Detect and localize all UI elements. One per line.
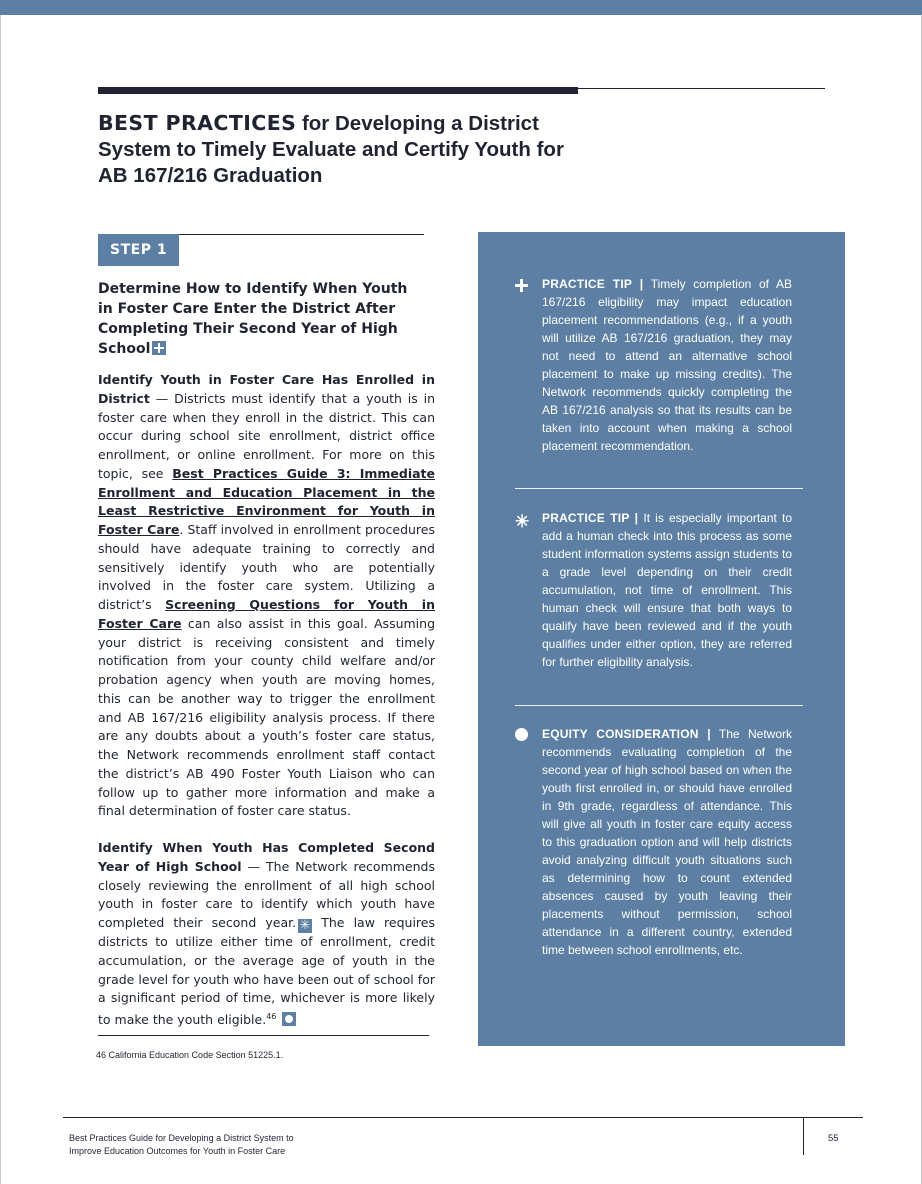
footer-guide-title [69, 1132, 369, 1158]
body-column [98, 371, 435, 1048]
tip-label: PRACTICE TIP | [542, 277, 644, 291]
tip-label: EQUITY CONSIDERATION | [542, 727, 711, 741]
tip-text: The Network recommends evaluating completion of the second year of high school based on when the youth first enrolled in, or should have enrolled in 9th grade, regardless of attendance. This will give all youth in foster care equity access to this graduation option and will help districts avoid analyzing difficult youth situations such as determining how to count extended absences caused by youth leaving their placements without permission, school attendance in a different country, extended time between school enrollments, etc. [542, 727, 792, 957]
plus-icon[interactable] [152, 341, 166, 355]
tip-text: Timely completion of AB 167/216 eligibility may impact education placement recommendations (e.g., if a youth will utilize AB 167/216 graduation, they may not need to attend an alternative school placement to make up missing credits). The Network recommends quickly completing the AB 167/216 analysis so that its results can be taken into account when making a school placement recommendation. [542, 277, 792, 453]
footnote-rule [98, 1035, 429, 1036]
tip-divider [515, 488, 803, 489]
footer-rule [63, 1117, 863, 1118]
footnote-ref[interactable]: 46 [266, 1012, 277, 1021]
circle-icon[interactable] [282, 1012, 296, 1026]
title-rest: for Developing a District System to Timely Evaluate and Certify Youth for AB 167/216 Graduation [98, 112, 564, 187]
asterisk-icon[interactable]: ✳ [299, 918, 311, 933]
paragraph-identify-enrolled [98, 371, 435, 821]
paragraph-text: The law requires districts to utilize either time of enrollment, credit accumulation, or the average age of youth in the grade level for youth who have been out of school for a significant period of time, whichever is more likely to make the youth eligible. [98, 915, 435, 1028]
practice-tip-2 [542, 509, 792, 671]
tip-label: PRACTICE TIP | [542, 511, 639, 525]
step-heading [98, 279, 418, 359]
circle-icon [515, 728, 529, 742]
step-rule [178, 234, 424, 235]
page-number: 55 [828, 1133, 839, 1144]
tip-divider [515, 705, 803, 706]
footer-line: Best Practices Guide for Developing a District System to [69, 1133, 294, 1143]
tip-text: It is especially important to add a human check into this process as some student information systems assign students to a grade level depending on their credit accumulation, not time of enrollment. This human check will ensure that both ways to qualify have been reviewed and if the youth qualifies under either option, they are referred for further eligibility analysis. [542, 511, 792, 669]
asterisk-icon: ✳ [515, 512, 530, 531]
page-title [98, 110, 598, 189]
paragraph-lead: Identify When Youth Has Completed Second Year of High School [98, 840, 435, 874]
paragraph-text: . Staff involved in enrollment procedures should have adequate training to correctly and sensitively identify youth who are potentially involved in the foster care system. Utilizing a district’s [98, 522, 435, 612]
paragraph-lead: Identify Youth in Foster Care Has Enrolled in District [98, 372, 435, 406]
footer-line: Improve Education Outcomes for Youth in Foster Care [69, 1146, 286, 1156]
practice-tip-1 [542, 275, 792, 455]
screening-questions-link[interactable]: Screening Questions for Youth in Foster Care [98, 597, 435, 631]
step-heading-text: Determine How to Identify When Youth in Foster Care Enter the District After Completing Their Second Year of High School [98, 281, 408, 357]
title-bold: BEST PRACTICES [98, 111, 297, 135]
step-badge: STEP 1 [98, 234, 179, 266]
top-color-band [0, 0, 922, 15]
equity-consideration [542, 725, 792, 959]
best-practices-guide-3-link[interactable]: Best Practices Guide 3: Immediate Enrollment and Education Placement in the Least Restrictive Environment for Youth in Foster Care [98, 465, 435, 537]
plus-icon [515, 279, 529, 293]
title-rule-thick [98, 87, 578, 94]
paragraph-identify-second-year [98, 839, 435, 1030]
paragraph-text: — Districts must identify that a youth is in foster care when they enroll in the district. This can occur during school site enrollment, district office enrollment, or online enrollment. For more on this topic, see [98, 390, 435, 481]
footer-divider [803, 1117, 804, 1155]
paragraph-text: can also assist in this goal. Assuming your district is receiving consistent and timely notification from your county child welfare and/or probation agency when youth are moving homes, this can be another way to trigger the enrollment and AB 167/216 eligibility analysis process. If there are any doubts about a youth’s foster care status, the Network recommends enrollment staff contact the district’s AB 490 Foster Youth Liaison who can follow up to gather more information and make a final determination of foster care status. [98, 615, 436, 819]
footnote: 46 California Education Code Section 51225.1. [96, 1050, 284, 1060]
tips-sidebar [478, 232, 845, 1046]
title-rule-thin [578, 88, 825, 89]
paragraph-text: — The Network recommends closely reviewing the enrollment of all high school youth in foster care to identify which youth have completed their second year. [98, 858, 435, 930]
